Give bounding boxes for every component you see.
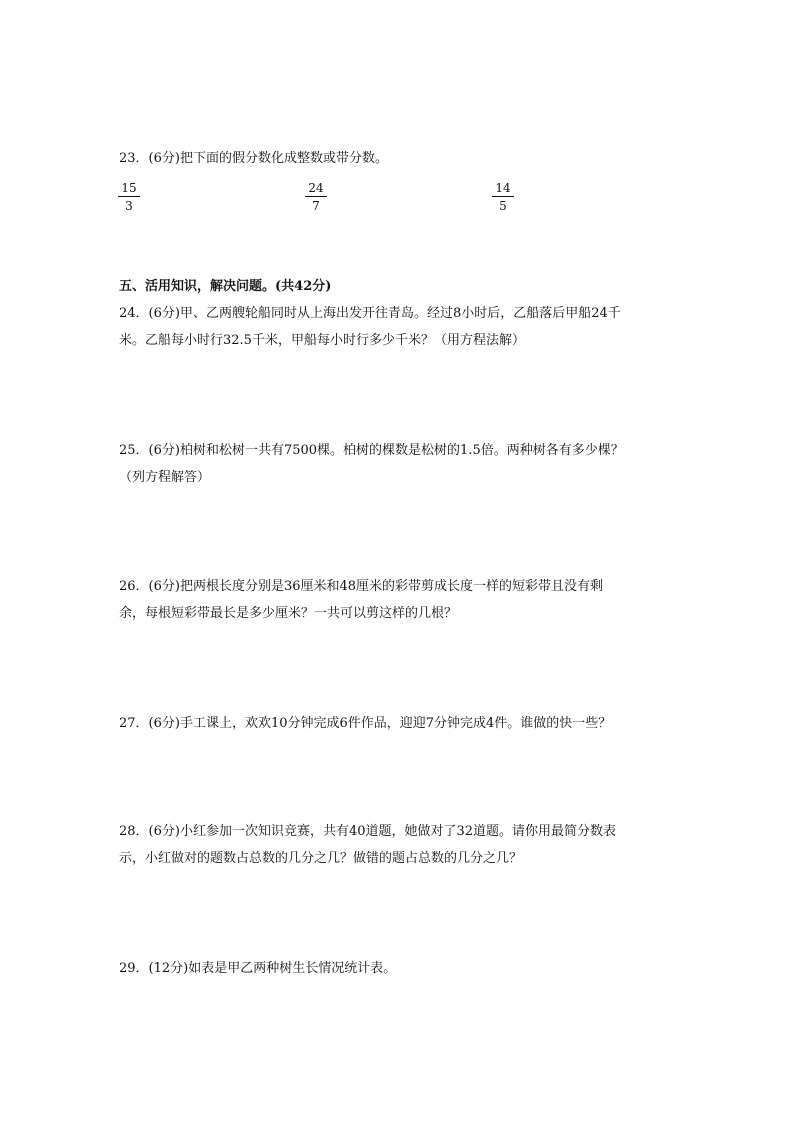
- q27-line1: 27．(6分)手工课上，欢欢10分钟完成6件作品，迎迎7分钟完成4件。谁做的快一些？: [119, 716, 612, 731]
- q26-line1: 26．(6分)把两根长度分别是36厘米和48厘米的彩带剪成长度一样的短彩带且没有剩: [119, 579, 604, 594]
- question-25: [119, 442, 684, 487]
- q24-line1: 24．(6分)甲、乙两艘轮船同时从上海出发开往青岛。经过8小时后，乙船落后甲船24千: [119, 306, 621, 321]
- fraction-denominator: 3: [125, 199, 133, 213]
- fraction-denominator: 7: [312, 199, 320, 213]
- q24-line2: 米。乙船每小时行32.5千米，甲船每小时行多少千米？（用方程法解）: [119, 333, 525, 348]
- fraction-numerator: 15: [118, 181, 140, 197]
- q26-line2: 余，每根短彩带最长是多少厘米？一共可以剪这样的几根？: [119, 606, 458, 621]
- q28-line1: 28．(6分)小红参加一次知识竞赛，共有40道题，她做对了32道题。请你用最简分数表: [119, 824, 617, 839]
- fraction-24-7: [305, 181, 327, 213]
- fraction-numerator: 14: [492, 181, 514, 197]
- q25-line2: （列方程解答）: [119, 470, 211, 485]
- section-title: 五、活用知识，解决问题。(共42分): [119, 279, 332, 294]
- question-23: [119, 150, 684, 168]
- fraction-14-5: [492, 181, 514, 213]
- question-27: [119, 715, 684, 733]
- fraction-denominator: 5: [499, 199, 507, 213]
- question-24: [119, 305, 684, 350]
- question-28: [119, 823, 684, 868]
- q28-line2: 示，小红做对的题数占总数的几分之几？做错的题占总数的几分之几？: [119, 851, 523, 866]
- q25-line1: 25．(6分)柏树和松树一共有7500棵。柏树的棵数是松树的1.5倍。两种树各有多少棵？: [119, 443, 624, 458]
- q23-text: 23．(6分)把下面的假分数化成整数或带分数。: [119, 151, 388, 166]
- q29-line1: 29．(12分)如表是甲乙两种树生长情况统计表。: [119, 961, 397, 976]
- fraction-numerator: 24: [305, 181, 327, 197]
- section-5-heading: [119, 278, 684, 296]
- question-26: [119, 578, 684, 623]
- question-29: [119, 960, 684, 978]
- fraction-15-3: [118, 181, 140, 213]
